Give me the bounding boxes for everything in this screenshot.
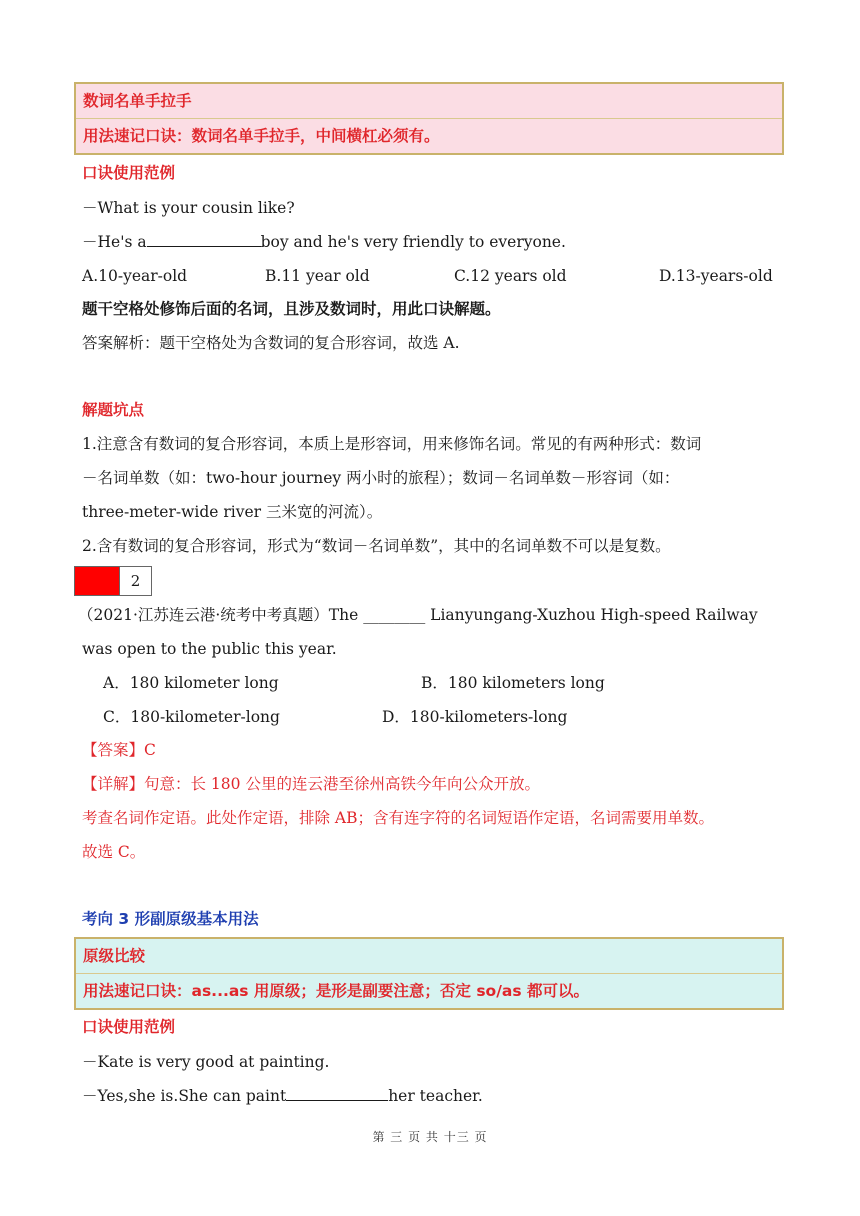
example-line-2-start: －He's a xyxy=(82,233,147,251)
question-number: 2 xyxy=(130,572,141,590)
question-number-badge xyxy=(74,566,152,596)
question-stem-line-2: was open to the public this year. xyxy=(82,640,337,658)
question-option-a: A．180 kilometer long xyxy=(103,674,279,692)
example-line-1: －What is your cousin like? xyxy=(82,199,295,217)
question-option-c: C．180-kilometer-long xyxy=(103,708,280,726)
rule-box-mnemonic: 用法速记口诀：数词名单手拉手，中间横杠必须有。 xyxy=(76,118,782,153)
question-explanation-2: 故选 C。 xyxy=(82,843,146,861)
rule-box-mnemonic: 用法速记口诀：as...as 用原级；是形是副要注意；否定 so/as 都可以。 xyxy=(76,973,782,1008)
question-answer: 【答案】C xyxy=(82,741,156,759)
pitfalls-heading: 解题坑点 xyxy=(82,401,145,419)
question-detail: 【详解】句意：长 180 公里的连云港至徐州高铁今年向公众开放。 xyxy=(82,775,540,793)
option-a: A.10-year-old xyxy=(82,267,188,285)
rule-box-title: 数词名单手拉手 xyxy=(83,92,192,110)
example-line-2-end: her teacher. xyxy=(388,1087,483,1105)
section-heading: 考向 3 形副原级基本用法 xyxy=(82,910,259,928)
pitfall-line-1: 1.注意含有数词的复合形容词，本质上是形容词，用来修饰名词。常见的有两种形式：数词 xyxy=(82,435,702,453)
question-option-b: B．180 kilometers long xyxy=(421,674,605,692)
rule-box-positive-degree xyxy=(74,937,784,1010)
example-line-2-start: －Yes,she is.She can paint xyxy=(82,1087,287,1105)
option-c: C.12 years old xyxy=(454,267,567,285)
solving-tip: 题干空格处修饰后面的名词，且涉及数词时，用此口诀解题。 xyxy=(82,300,501,318)
question-explanation-1: 考查名词作定语。此处作定语，排除 AB；含有连字符的名词短语作定语，名词需要用单数。 xyxy=(82,809,715,827)
example-line-1: －Kate is very good at painting. xyxy=(82,1053,330,1071)
example-line-2 xyxy=(82,1086,483,1106)
question-stem-line-1: （2021·江苏连云港·统考中考真题）The ________ Lianyungang-Xuzhou High-speed Railway xyxy=(78,606,758,624)
rule-box-title: 原级比较 xyxy=(83,947,146,965)
pitfall-line-3: three-meter-wide river 三米宽的河流）。 xyxy=(82,503,383,521)
answer-blank xyxy=(147,232,261,247)
pitfall-line-4: 2.含有数词的复合形容词，形式为“数词－名词单数”，其中的名词单数不可以是复数。 xyxy=(82,537,671,555)
page-footer: 第 三 页 共 十三 页 xyxy=(372,1130,488,1144)
example-heading: 口诀使用范例 xyxy=(82,164,176,182)
answer-analysis: 答案解析：题干空格处为含数词的复合形容词，故选 A. xyxy=(82,334,460,352)
option-d: D.13-years-old xyxy=(659,267,773,285)
option-b: B.11 year old xyxy=(265,267,370,285)
example-line-2 xyxy=(82,232,566,252)
rule-box-numeral xyxy=(74,82,784,155)
question-marker xyxy=(75,567,120,595)
answer-blank xyxy=(286,1086,388,1101)
example-heading: 口诀使用范例 xyxy=(82,1018,176,1036)
pitfall-line-2: －名词单数（如：two-hour journey 两小时的旅程）；数词－名词单数－形容词（如： xyxy=(82,469,680,487)
question-option-d: D．180-kilometers-long xyxy=(382,708,568,726)
example-line-2-end: boy and he's very friendly to everyone. xyxy=(260,233,566,251)
